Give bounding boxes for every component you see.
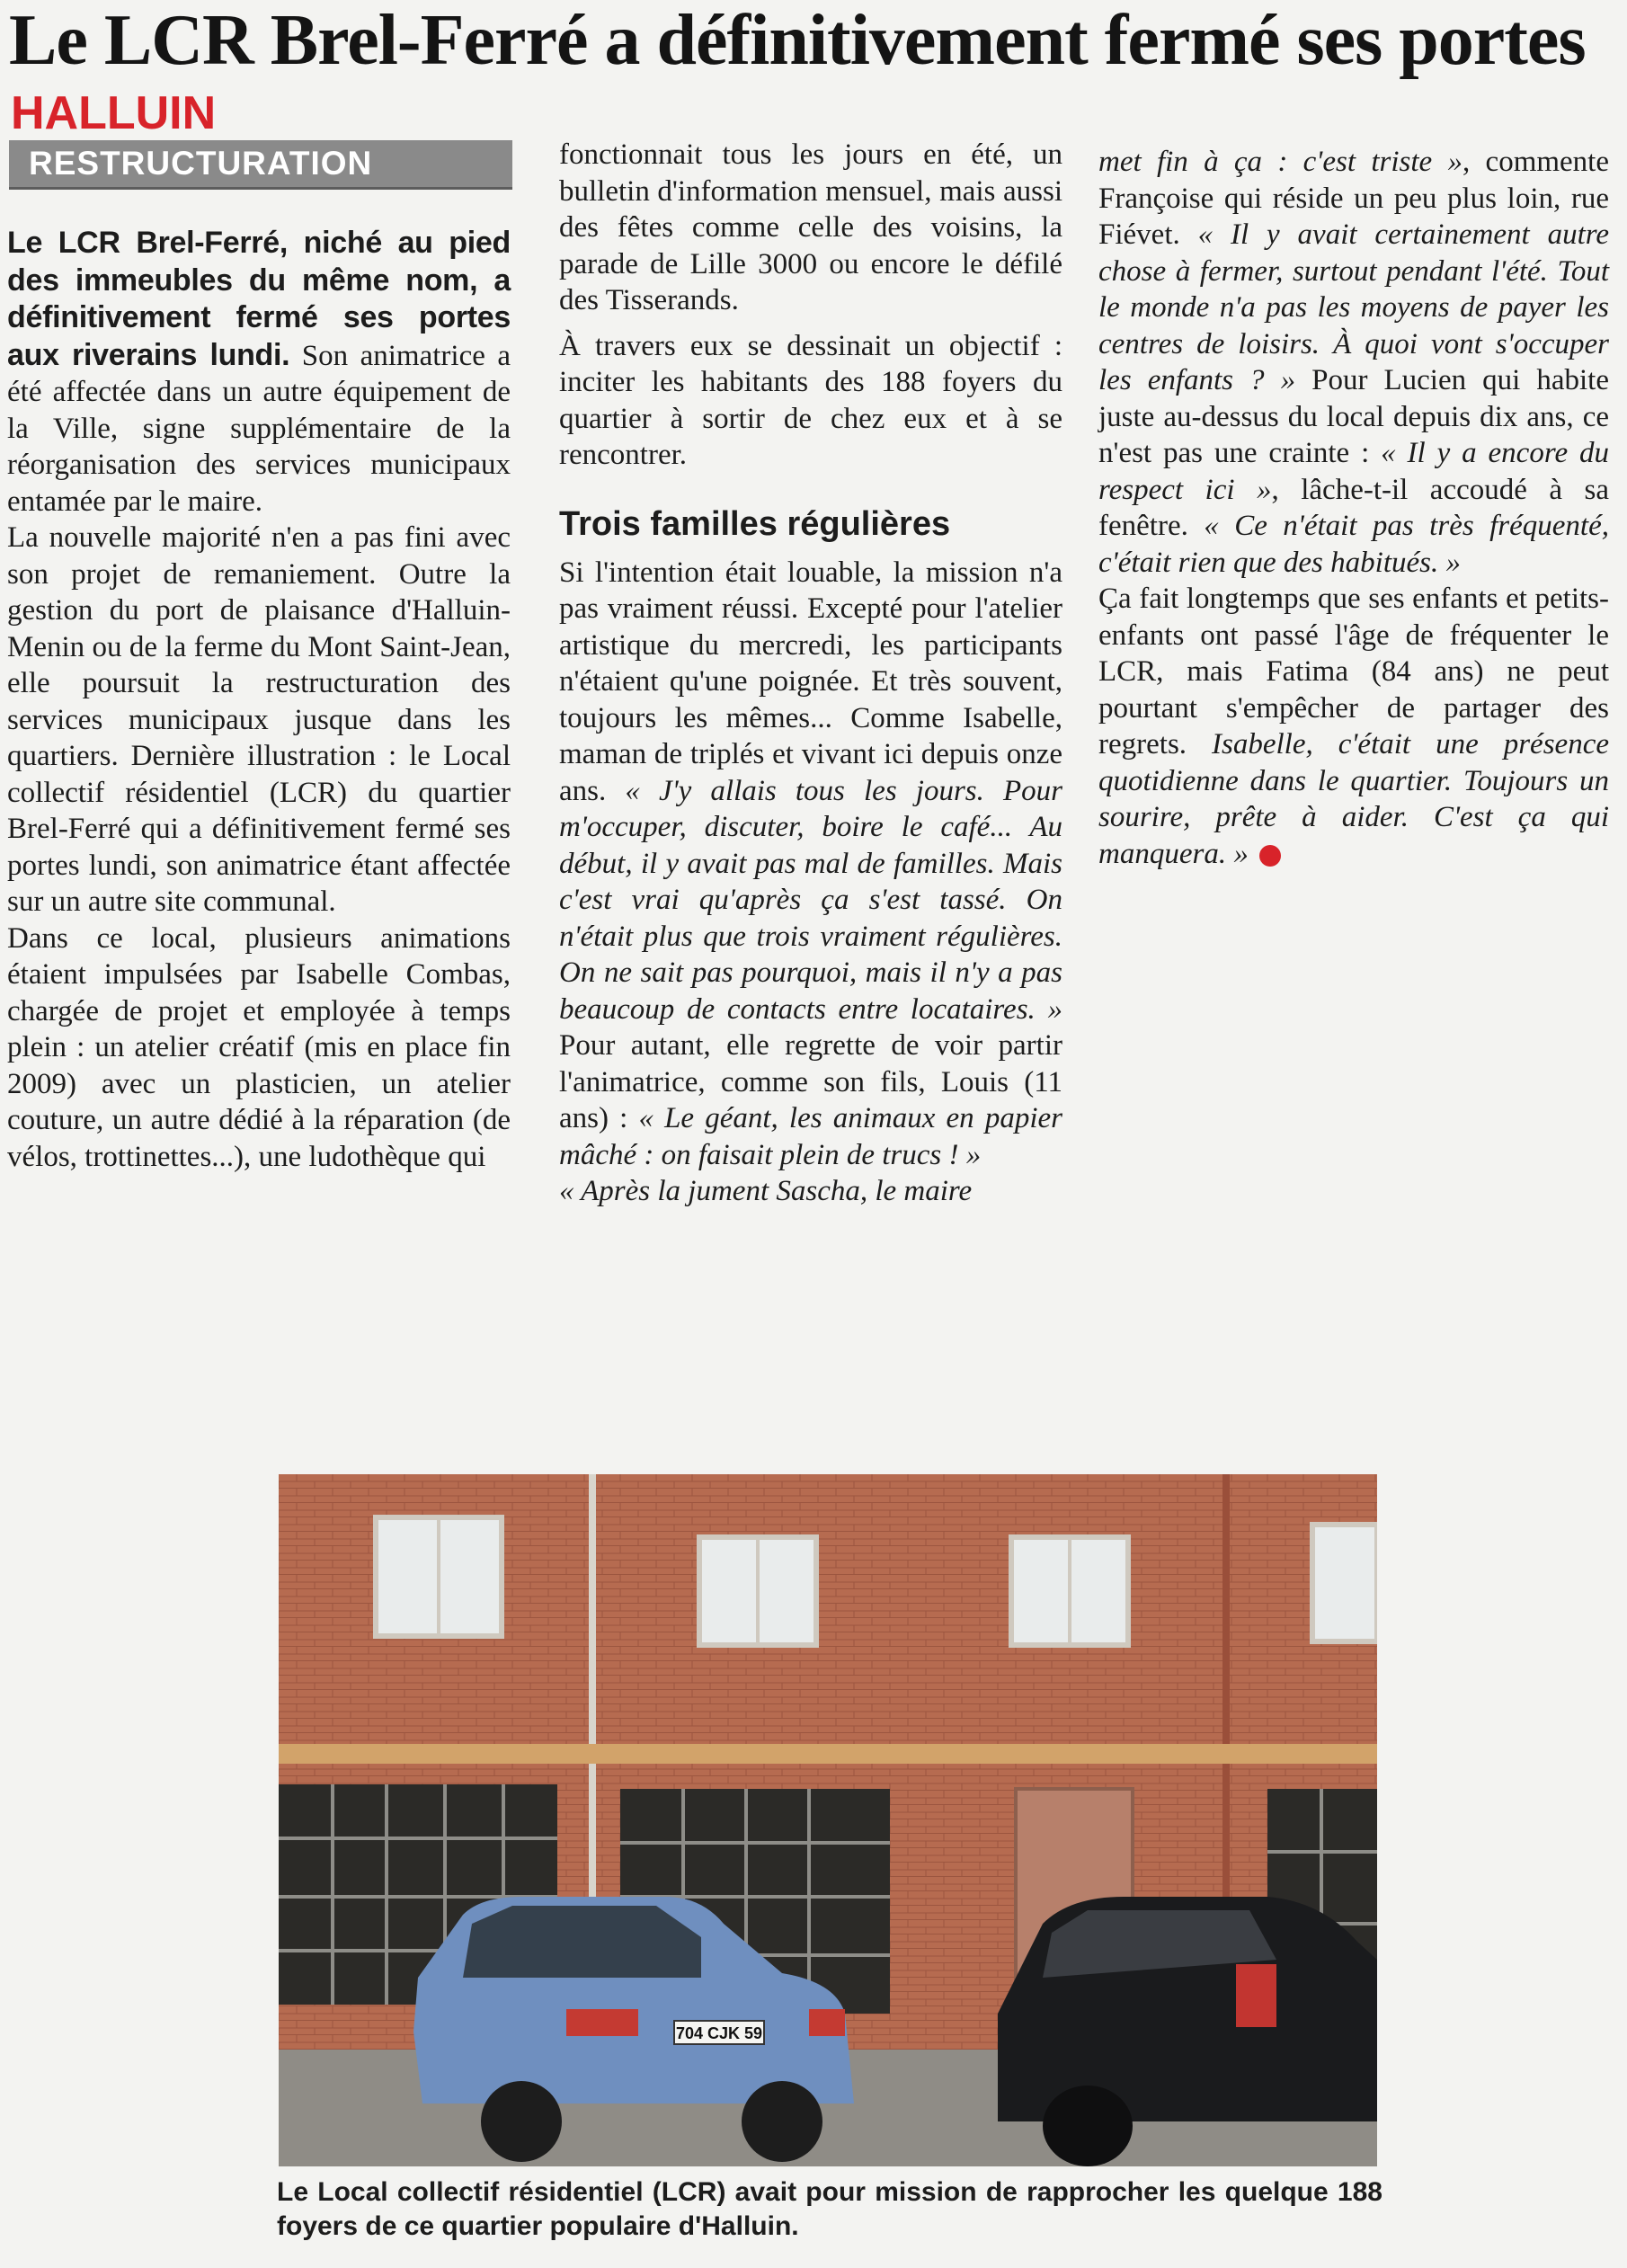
photo-caption: Le Local collectif résidentiel (LCR) avait pour mission de rapprocher les quelque 188 foyers de ce quartier populaire d'Halluin.	[277, 2177, 1383, 2241]
paragraph-text: Si l'intention était louable, la mission n'a pas vraiment réussi. Excepté pour l'atelier artistique du mercredi, les participants n'étaient qu'une poignée. Et très souvent, toujours les mêmes... Comme Isabelle, maman de triplés et vivant ici depuis onze ans.	[559, 556, 1062, 807]
quote-text: « Il y a encore du respect ici »	[1098, 437, 1609, 506]
paragraph: Dans ce local, plusieurs animations étaient impulsées par Isabelle Combas, chargée de projet et employée à temps plein : un atelier créatif (mis en place fin 2009) avec un plasticien, un atelier couture, un autre dédié à la réparation (de vélos, trottinettes...), une ludothèque qui	[7, 921, 511, 1173]
quote-text: Isabelle, c'était une présence quotidienne dans le quartier. Toujours un sourire, prête à aider. C'est ça qui manquera. »	[1098, 728, 1609, 870]
paragraph-text: Son animatrice a été affectée dans un autre équipement de la Ville, signe supplémentaire de la réorganisation des services municipaux entamée par le maire.	[7, 339, 511, 518]
license-plate: 704 CJK 59	[675, 2024, 763, 2042]
locality-label: HALLUIN	[11, 87, 217, 139]
quote-text: « Il y avait certainement autre chose à fermer, surtout pendant l'été. Tout le monde n'a pas les moyens de payer les centres de loisirs. À quoi vont s'occuper les enfants ? »	[1098, 218, 1610, 396]
paragraph	[7, 225, 511, 520]
paragraph: La nouvelle majorité n'en a pas fini avec son projet de remaniement. Outre la gestion du port de plaisance d'Halluin-Menin ou de la ferme du Mont Saint-Jean, elle poursuit la restructuration des services municipaux jusque dans les quartiers. Dernière illustration : le Local collectif résidentiel (LCR) du quartier Brel-Ferré qui a définitivement fermé ses portes lundi, son animatrice étant affectée sur un autre site communal.	[7, 521, 511, 918]
column-2	[559, 137, 1062, 1210]
paragraph-text: Pour Lucien qui habite juste au-dessus du local depuis dix ans, ce n'est pas une crainte :	[1098, 364, 1609, 469]
quote-text: « Après la jument Sascha, le maire	[559, 1175, 973, 1207]
headline: Le LCR Brel-Ferré a définitivement fermé ses portes	[9, 1, 1586, 80]
end-mark-icon	[1259, 845, 1281, 867]
paragraph	[559, 555, 1062, 1174]
paragraph-text: , commente Françoise qui réside un peu plus loin, rue Fiévet.	[1098, 146, 1609, 251]
paragraph: fonctionnait tous les jours en été, un bulletin d'information mensuel, mais aussi des fêtes comme celle des voisins, la parade de Lille 3000 ou encore le défilé des Tisserands.	[559, 138, 1062, 316]
paragraph	[559, 1173, 1062, 1210]
paragraph	[1098, 144, 1609, 581]
quote-text: « J'y allais tous les jours. Pour m'occuper, discuter, boire le café... Au début, il y avait pas mal de familles. Mais c'est vrai qu'après ça s'est tassé. On n'était plus que trois vraiment régulières. On ne sait pas pourquoi, mais il n'y a pas beaucoup de contacts entre locataires. »	[559, 774, 1062, 1026]
article-photo	[279, 1474, 1377, 2166]
quote-text: met fin à ça : c'est triste »	[1098, 146, 1463, 178]
paragraph-text: Ça fait longtemps que ses enfants et petits-enfants ont passé l'âge de fréquenter le LCR, mais Fatima (84 ans) ne peut pourtant s'empêcher de partager des regrets.	[1098, 583, 1609, 760]
column-1	[7, 225, 511, 1175]
paragraph-text: , lâche-t-il accoudé à sa fenêtre.	[1098, 473, 1609, 542]
rubric-banner	[9, 140, 512, 190]
column-3	[1098, 144, 1609, 872]
paragraph: À travers eux se dessinait un objectif : inciter les habitants des 188 foyers du quartier à sortir de chez eux et à se rencontrer.	[559, 329, 1062, 471]
paragraph	[1098, 581, 1609, 872]
rubric-label: RESTRUCTURATION	[29, 145, 373, 182]
quote-text: « Ce n'était pas très fréquenté, c'était rien que des habitués. »	[1098, 510, 1609, 579]
quote-text: « Le géant, les animaux en papier mâché : on faisait plein de trucs ! »	[559, 1102, 1062, 1171]
building-photo	[279, 1474, 1377, 2166]
lead-text: Le LCR Brel-Ferré, niché au pied des immeubles du même nom, a définitivement fermé ses portes aux riverains lundi.	[7, 226, 511, 372]
paragraph-text: Pour autant, elle regrette de voir partir l'animatrice, comme son fils, Louis (11 ans) :	[559, 1029, 1062, 1134]
subheading: Trois familles régulières	[559, 504, 951, 543]
